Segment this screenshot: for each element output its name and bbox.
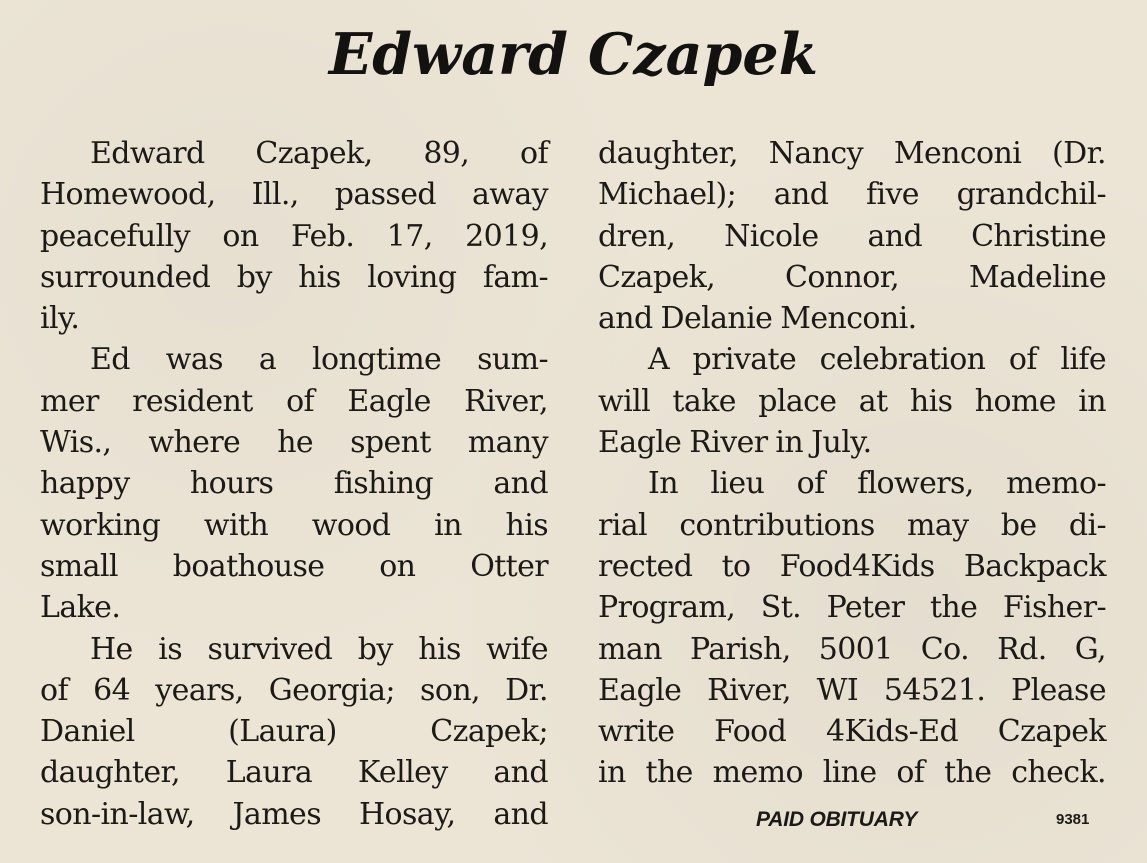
text-line: Michael); and five grandchil- (598, 177, 1106, 213)
text-line: Wis., where he spent many (40, 425, 548, 461)
text-line: Eagle River in July. (598, 425, 872, 461)
text-line: Lake. (40, 590, 121, 626)
text-line: of 64 years, Georgia; son, Dr. (40, 672, 548, 708)
text-line: Eagle River, WI 54521. Please (598, 672, 1106, 708)
text-line: son-in-law, James Hosay, and (40, 796, 548, 832)
obituary-headline: Edward Czapek (328, 21, 819, 88)
text-line: surrounded by his loving fam- (40, 259, 548, 295)
text-line: ily. (40, 301, 80, 337)
text-line: Program, St. Peter the Fisher- (598, 590, 1106, 626)
right-text-column (598, 133, 1106, 794)
paid-obituary-label: PAID OBITUARY (756, 808, 918, 831)
text-line: happy hours fishing and (40, 466, 548, 502)
text-line: and Delanie Menconi. (598, 301, 917, 337)
text-line: small boathouse on Otter (40, 548, 548, 584)
text-line: rial contributions may be di- (598, 507, 1106, 543)
text-line: Ed was a longtime sum- (90, 342, 548, 378)
text-line: Homewood, Ill., passed away (40, 177, 548, 213)
text-line: dren, Nicole and Christine (598, 218, 1106, 254)
text-line: Edward Czapek, 89, of (90, 136, 548, 171)
text-line: rected to Food4Kids Backpack (598, 548, 1106, 584)
ad-number: 9381 (1056, 811, 1090, 828)
text-line: Daniel (Laura) Czapek; (40, 714, 548, 750)
text-line: In lieu of flowers, memo- (648, 466, 1106, 502)
text-line: mer resident of Eagle River, (40, 383, 548, 419)
text-line: daughter, Nancy Menconi (Dr. (598, 136, 1106, 171)
text-line: will take place at his home in (598, 383, 1106, 419)
text-line: A private celebration of life (648, 342, 1106, 378)
text-line: He is survived by his wife (90, 631, 548, 667)
text-line: daughter, Laura Kelley and (40, 755, 548, 791)
text-line: peacefully on Feb. 17, 2019, (40, 218, 548, 254)
text-line: Czapek, Connor, Madeline (598, 259, 1106, 295)
text-line: in the memo line of the check. (598, 755, 1106, 791)
text-line: write Food 4Kids-Ed Czapek (598, 714, 1106, 750)
left-text-column (40, 133, 548, 835)
text-line: working with wood in his (40, 507, 548, 543)
text-line: man Parish, 5001 Co. Rd. G, (598, 631, 1106, 667)
